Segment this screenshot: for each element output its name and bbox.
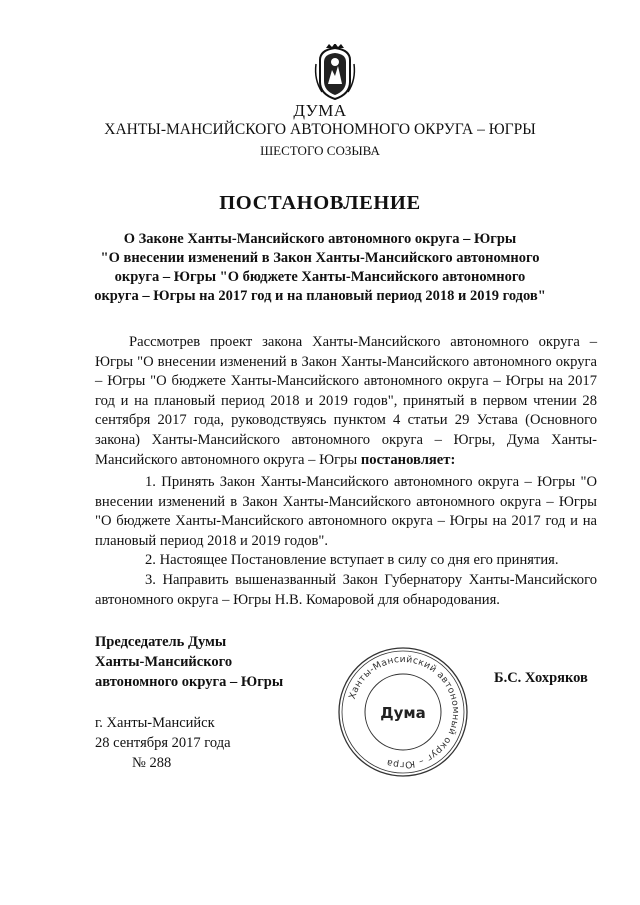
signatory-position-line: автономного округа – Югры — [95, 674, 284, 690]
place-and-date — [95, 713, 231, 773]
signatory-position-line: Ханты-Мансийского — [95, 654, 233, 670]
resolution-item: 1. Принять Закон Ханты-Мансийского автономного округа – Югры "О внесении изменений в Закон Ханты-Мансийского автономного округа – Югры "О бюджете Ханты-Мансийского автономного округа – Югры на 2017 год и на плановый период 2018 и 2019 годов". — [95, 474, 597, 549]
signatory-position-line: Председатель Думы — [95, 634, 227, 650]
preamble-text: Рассмотрев проект закона Ханты-Мансийского автономного округа – Югры "О внесении изменений в Закон Ханты-Мансийского автономного округа – Югры "О бюджете Ханты-Мансийского автономного округа – Югры на 2017 год и на плановый период 2018 и 2019 годов", принятый в первом чтении 28 сентября 2017 года, руководствуясь пунктом 4 статьи 29 Устава (Основного закона) Ханты-Мансийского автономного округа – Югры, Дума Ханты-Мансийского автономного округа – Югры — [95, 334, 597, 468]
okrug-title: ХАНТЫ-МАНСИЙСКОГО АВТОНОМНОГО ОКРУГА – ЮГРЫ — [104, 121, 536, 138]
signatory-name: Б.С. Хохряков — [494, 670, 588, 686]
seal-ring-text: Ханты-Мансийский автономный округ – Югра — [346, 653, 462, 771]
subject-heading — [0, 230, 640, 306]
preamble-paragraph — [95, 333, 597, 470]
subject-line: "О внесении изменений в Закон Ханты-Мансийского автономного — [100, 250, 540, 266]
document-title: ПОСТАНОВЛЕНИЕ — [219, 192, 421, 214]
duma-title: ДУМА — [293, 101, 347, 120]
preamble-verb: постановляет: — [360, 451, 456, 468]
date: 28 сентября 2017 года — [95, 735, 231, 751]
subject-line: округа – Югры на 2017 год и на плановый период 2018 и 2019 годов" — [94, 288, 546, 304]
seal-center-text: Дума — [380, 704, 426, 722]
document-number: № 288 — [132, 755, 172, 771]
signatory-position — [95, 632, 283, 692]
subject-line: округа – Югры "О бюджете Ханты-Мансийского автономного — [114, 269, 526, 285]
convocation-title: ШЕСТОГО СОЗЫВА — [260, 143, 380, 158]
subject-line: О Законе Ханты-Мансийского автономного округа – Югры — [123, 231, 517, 247]
resolution-items — [95, 473, 597, 610]
coat-of-arms-emblem-icon — [312, 44, 358, 102]
city: г. Ханты-Мансийск — [95, 715, 215, 731]
resolution-item: 2. Настоящее Постановление вступает в силу со дня его принятия. — [145, 552, 559, 569]
seal-stamp — [335, 644, 471, 780]
resolution-item: 3. Направить вышеназванный Закон Губернатору Ханты-Мансийского автономного округа – Югры Н.В. Комаровой для обнародования. — [95, 571, 597, 608]
